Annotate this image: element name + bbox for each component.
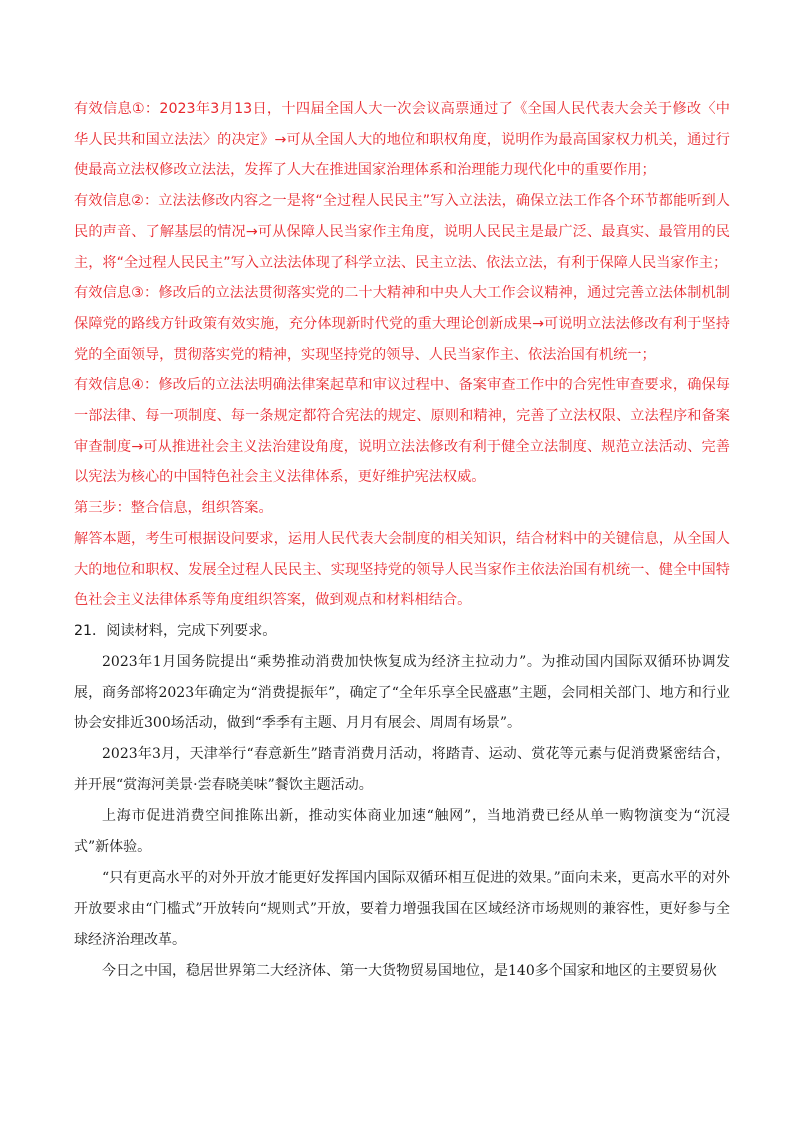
- info-2-text: 立法法修改内容之一是将“全过程人民民主”写入立法法，确保立法工作各个环节都能听到人民的声音、了解基层的情况→可从保障人民当家作主角度，说明人民民主是最广泛、最真实、最管用的民主，将“全过程人民民主”写入立法法体现了科学立法、民主立法、依法立法，有利于保障人民当家作主；: [74, 193, 730, 271]
- material-paragraph-2: 2023年3月，天津举行“春意新生”踏青消费月活动，将踏青、运动、赏花等元素与促消费紧密结合，并开展“赏海河美景·尝春晓美味”餐饮主题活动。: [74, 746, 730, 794]
- analysis-step-3: 第三步：整合信息，组织答案。: [74, 500, 273, 517]
- info-4-text: 修改后的立法法明确法律案起草和审议过程中、备案审查工作中的合宪性审查要求，确保每一部法律、每一项制度、每一条规定都符合宪法的规定、原则和精神，完善了立法权限、立法程序和备案审查制度→可从推进社会主义法治建设角度，说明立法法修改有利于健全立法制度、规范立法活动、完善以宪法为核心的中国特色社会主义法律体系，更好维护宪法权威。: [74, 377, 730, 486]
- material-paragraph-4: “只有更高水平的对外开放才能更好发挥国内国际双循环相互促进的效果。”面向未来，更高水平的对外开放要求由“门槛式”开放转向“规则式”开放，要着力增强我国在区域经济市场规则的兼容性，更好参与全球经济治理改革。: [74, 870, 730, 948]
- document-page: [74, 94, 730, 987]
- info-4-label: 有效信息④：: [74, 377, 159, 394]
- info-3-label: 有效信息③：: [74, 285, 159, 302]
- question-heading: 21．阅读材料，完成下列要求。: [74, 622, 277, 639]
- material-paragraph-1: 2023年1月国务院提出“乘势推动消费加快恢复成为经济主拉动力”。为推动国内国际双循环协调发展，商务部将2023年确定为“消费提振年”，确定了“全年乐享全民盛惠”主题，会同相关部门、地方和行业协会安排近300场活动，做到“季季有主题、月月有展会、周周有场景”。: [74, 653, 730, 732]
- analysis-info-2: [74, 186, 730, 278]
- analysis-info-4: [74, 370, 730, 493]
- analysis-answer: 解答本题，考生可根据设问要求，运用人民代表大会制度的相关知识，结合材料中的关键信息，从全国人大的地位和职权、发展全过程人民民主、实现坚持党的领导人民当家作主依法治国有机统一、健全中国特色社会主义法律体系等角度组织答案，做到观点和材料相结合。: [74, 530, 730, 609]
- info-1-label: 有效信息①：: [74, 101, 160, 117]
- material-paragraph-3: 上海市促进消费空间推陈出新，推动实体商业加速“触网”，当地消费已经从单一购物演变为“沉浸式”新体验。: [74, 808, 730, 856]
- info-1-text: 2023年3月13日，十四届全国人大一次会议高票通过了《全国人民代表大会关于修改〈中华人民共和国立法法〉的决定》→可从全国人大的地位和职权角度，说明作为最高国家权力机关，通过行使最高立法权修改立法法，发挥了人大在推进国家治理体系和治理能力现代化中的重要作用；: [74, 101, 730, 179]
- material-paragraph-5: 今日之中国，稳居世界第二大经济体、第一大货物贸易国地位，是140多个国家和地区的主要贸易伙: [102, 962, 717, 979]
- analysis-info-3: [74, 278, 730, 370]
- info-3-text: 修改后的立法法贯彻落实党的二十大精神和中央人大工作会议精神，通过完善立法体制机制保障党的路线方针政策有效实施，充分体现新时代党的重大理论创新成果→可说明立法法修改有利于坚持党的全面领导，贯彻落实党的精神，实现坚持党的领导、人民当家作主、依法治国有机统一；: [74, 285, 730, 363]
- info-2-label: 有效信息②：: [74, 193, 159, 210]
- analysis-info-1: [74, 94, 730, 186]
